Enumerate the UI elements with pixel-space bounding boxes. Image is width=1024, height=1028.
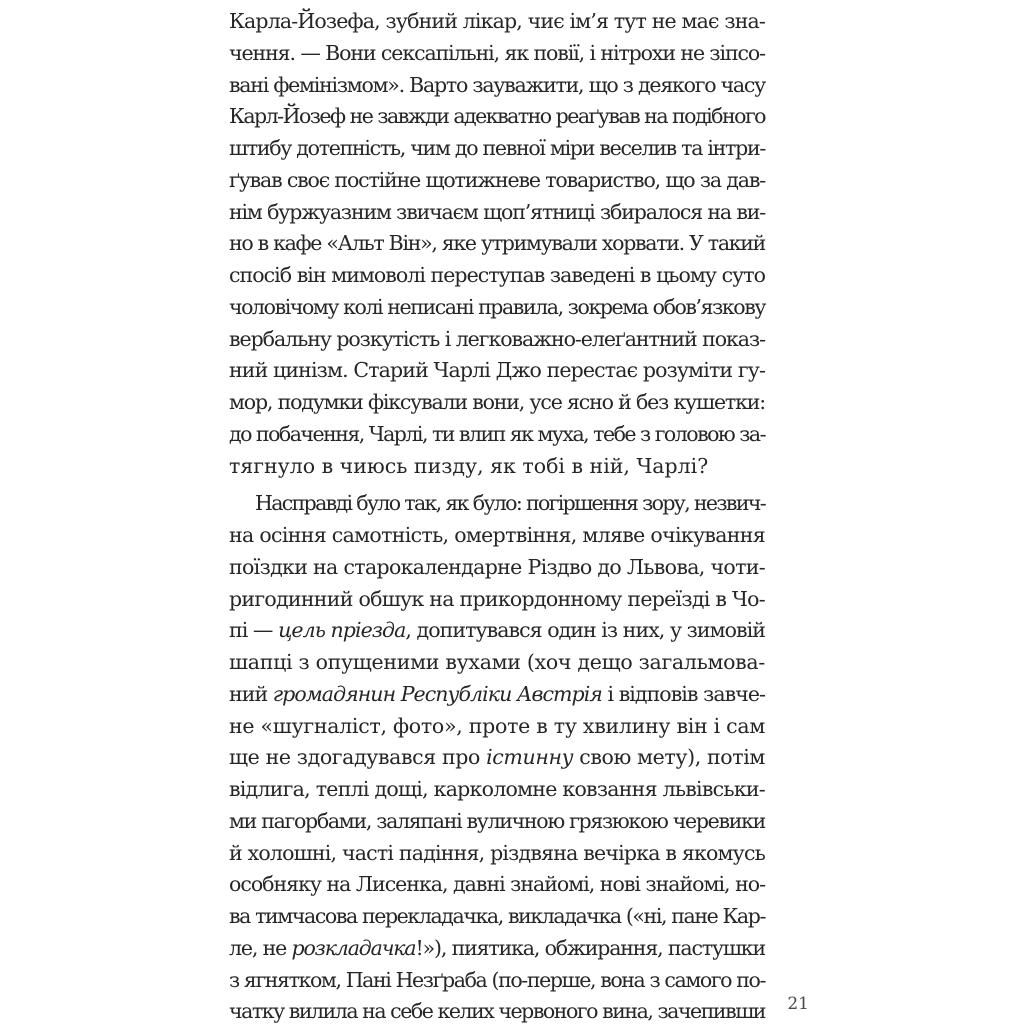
text-line	[229, 292, 765, 324]
text-segment: вані фемінізмом». Варто зауважити, що з деякого часу	[229, 72, 765, 97]
text-line	[229, 520, 765, 552]
text-line	[229, 869, 765, 901]
text-line	[229, 228, 765, 260]
text-segment: ґував своє постійне щотижневе товариство, що за дав-	[229, 167, 766, 192]
text-line	[229, 324, 765, 356]
text-segment: Насправді було так, як було: погіршення зору, незвич-	[255, 491, 765, 516]
page-number: 21	[787, 994, 809, 1014]
text-segment: ми пагорбами, заляпані вуличною грязюкою черевики	[229, 808, 765, 833]
text-segment: до побачення, Чарлі, ти влип як муха, тебе з головою за-	[229, 421, 766, 446]
text-segment: ле, не	[229, 935, 292, 960]
text-line	[229, 679, 765, 711]
text-segment: з ягнятком, Пані Незґраба (по-перше, вона з самого по-	[229, 967, 765, 992]
text-segment: Карл-Йозеф не завжди адекватно реаґував на подібного	[229, 104, 765, 129]
text-line	[229, 197, 765, 229]
text-segment: чоловічому колі неписані правила, зокрема обов’язкову	[229, 294, 765, 319]
text-segment: ний	[229, 681, 273, 706]
text-line	[229, 451, 765, 483]
text-line	[229, 38, 765, 70]
text-line	[229, 933, 765, 965]
text-segment: ний цинізм. Старий Чарлі Джо перестає розуміти гу-	[229, 358, 766, 383]
text-segment: чатку вилила на себе келих червоного вина, зачепивши	[229, 999, 765, 1024]
text-line	[229, 615, 765, 647]
text-line	[229, 965, 765, 997]
italic-phrase: розкладачка	[291, 935, 416, 960]
text-line	[229, 260, 765, 292]
text-line	[229, 387, 765, 419]
text-segment: чення. — Вони сексапільні, як повії, і нітрохи не зіпсо-	[229, 40, 765, 65]
italic-phrase: громадянин Республіки Австрія	[272, 681, 602, 706]
paragraph	[229, 6, 765, 482]
text-line	[229, 101, 765, 133]
text-line	[229, 838, 765, 870]
text-segment: відлига, теплі дощі, карколомне ковзання львівськи-	[229, 777, 765, 801]
text-line	[229, 806, 765, 838]
text-line	[229, 165, 765, 197]
text-line	[229, 488, 765, 520]
text-segment: вербальну розкутість і легковажно-елеґантний показ-	[229, 326, 765, 351]
text-line	[229, 70, 765, 102]
text-segment: нім буржуазним звичаєм щоп’ятниці збиралося на ви-	[229, 199, 766, 224]
text-segment: поїздки на старокалендарне Різдво до Львова, чоти-	[229, 554, 766, 579]
text-segment: но в кафе «Альт Він», яке утримували хорвати. У такий	[229, 231, 766, 256]
text-line	[229, 774, 765, 806]
text-segment: ригодинний обшук на прикордонному переїзді в Чо-	[229, 586, 765, 611]
paragraph	[229, 482, 765, 1028]
text-segment: !»), пиятика, обжирання, пастушки	[415, 935, 765, 960]
body-text	[229, 6, 765, 1028]
text-line	[229, 355, 765, 387]
text-line	[229, 552, 765, 584]
text-line	[229, 419, 765, 451]
text-segment: й холошні, часті падіння, різдвяна вечірка в якомусь	[229, 840, 766, 865]
italic-phrase: істинну	[486, 745, 574, 770]
text-segment: Карла-Йозефа, зубний лікар, чиє ім’я тут не має зна-	[229, 9, 765, 33]
text-line	[229, 901, 765, 933]
text-segment: ще не здогадувався про	[229, 745, 487, 770]
text-line	[229, 133, 765, 165]
text-segment: , допитувався один із них, у зимовій	[405, 618, 765, 643]
text-line	[229, 647, 765, 679]
italic-phrase: цель пріезда	[278, 618, 406, 643]
text-line	[229, 742, 765, 774]
text-segment: штибу дотепність, чим до певної міри веселив та інтри-	[229, 136, 765, 160]
text-segment: свою мету), потім	[573, 745, 765, 770]
text-segment: шапці з опущеними вухами (хоч дещо загальмова-	[229, 650, 765, 674]
text-line	[229, 996, 765, 1028]
text-line	[229, 6, 765, 38]
text-segment: спосіб він мимоволі переступав заведені в цьому суто	[229, 263, 765, 287]
text-segment: ва тимчасова перекладачка, викладачка («ні, пане Кар-	[229, 904, 765, 928]
text-segment: особняку на Лисенка, давні знайомі, нові знайомі, но-	[229, 872, 766, 897]
text-line	[229, 584, 765, 616]
text-segment: не «шугналіст, фото», проте в ту хвилину він і сам	[229, 713, 766, 738]
text-segment: і відповів завче-	[601, 681, 765, 706]
text-segment: на осіння самотність, омертвіння, мляве очікування	[229, 523, 765, 547]
text-line	[229, 711, 765, 743]
text-segment: тягнуло в чиюсь пизду, як тобі в ній, Чарлі?	[229, 453, 709, 478]
text-segment: мор, подумки фіксували вони, усе ясно й без кушетки:	[229, 390, 765, 414]
text-segment: пі —	[229, 618, 279, 643]
